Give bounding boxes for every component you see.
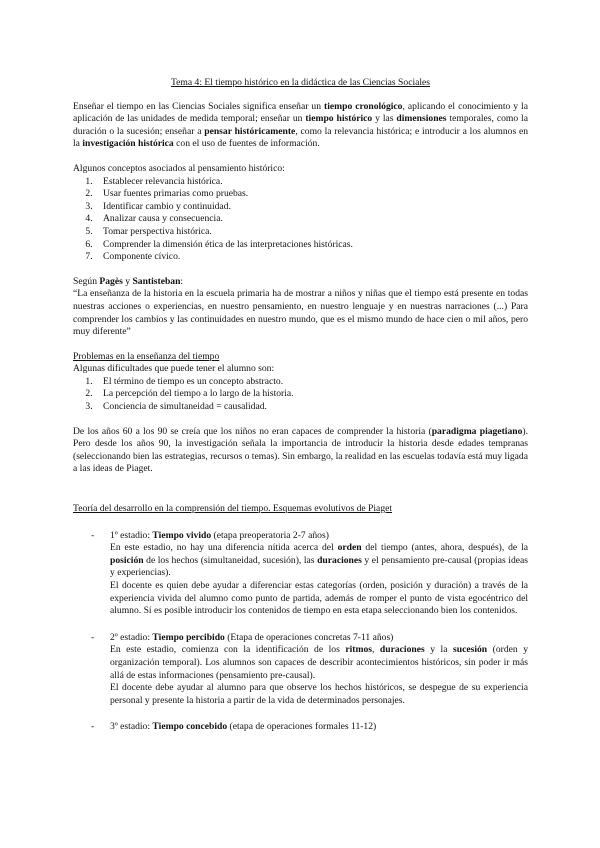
stage-item (73, 530, 528, 618)
stage-text: En este estadio, comienza con la identificación de los (110, 644, 346, 656)
intro-text: con el uso de fuentes de información. (173, 138, 320, 150)
list-item: 2. Usar fuentes primarias como pruebas. (95, 188, 528, 201)
spacer (73, 414, 528, 426)
problems-subheading: Algunas dificultades que puede tener el alumno son: (73, 363, 275, 375)
spacer (73, 707, 528, 721)
stage-text: y la (424, 644, 453, 656)
document-content (73, 77, 528, 734)
list-item: 4. Analizar causa y consecuencia. (95, 213, 528, 226)
dash-bullet: - (91, 529, 95, 541)
stage-text: del tiempo (antes, ahora, después), de la (361, 542, 528, 554)
quote-author: Santisteban (132, 275, 181, 287)
quote-colon: : (180, 275, 184, 287)
intro-bold: tiempo cronológico (324, 100, 403, 112)
intro-text: , aplicando el conocimiento y la aplicación de las unidades de medida temporal; enseñar un (73, 100, 528, 125)
stage-bold: ritmos (345, 644, 372, 656)
concepts-list (73, 176, 528, 264)
stage-paragraph: El docente debe ayudar al alumno para que observe los hechos históricos, se despegue de su experiencia personal y presente la historia a partir de la vida de determinados personajes. (110, 682, 528, 706)
list-item: 1. Establecer relevancia histórica. (95, 176, 528, 189)
intro-text: , como la relevancia histórica; e introducir a los alumnos en la (73, 125, 529, 150)
list-item: 6. Comprender la dimensión ética de las interpretaciones históricas. (95, 239, 528, 252)
stage-label: 1º estadio: (110, 529, 153, 541)
spacer (73, 476, 528, 503)
stage-detail: (etapa preoperatoria 2-7 años) (211, 529, 329, 541)
intro-text: Enseñar el tiempo en las Ciencias Sociales significa enseñar un (73, 100, 324, 112)
stage-name: Tiempo concebido (152, 721, 228, 733)
intro-bold: investigación histórica (82, 138, 174, 150)
stage-name: Tiempo percibido (152, 631, 225, 643)
quote-attribution (73, 276, 528, 289)
concepts-heading: Algunos conceptos asociados al pensamiento histórico: (73, 162, 285, 174)
stage-body (110, 632, 528, 708)
intro-bold: dimensiones (396, 113, 447, 125)
stage-text: y el pensamiento pre-causal (propias ideas y experiencias). (110, 554, 528, 579)
intro-text: temporales, como la duración o la sucesión; enseñar a (73, 113, 528, 137)
list-item: 7. Componente cívico. (95, 251, 528, 264)
stage-label: 2º estadio: (110, 631, 153, 643)
list-item: 1. El término de tiempo es un concepto abstracto. (95, 376, 528, 389)
stage-text: En este estadio, no hay una diferencia nítida acerca del (110, 542, 338, 554)
stage-label: 3º estadio: (110, 721, 153, 733)
theory-heading: Teoría del desarrollo en la comprensión del tiempo. Esquemas evolutivos de Piaget (73, 503, 393, 515)
list-item: 3. Identificar cambio y continuidad. (95, 201, 528, 214)
quote-text: “La enseñanza de la historia en la escuela primaria ha de mostrar a niños y niñas que el tiempo está presente en todas nuestras acciones o experiencias, en nuestro pensamiento, en nuestro lenguaje y en nuestras narraciones (...) Para comprender los cambios y las continuidades en nuestro mundo, que es el mismo mundo de hace cien o mil años, pero muy diferente” (73, 288, 528, 338)
list-item: 5. Tomar perspectiva histórica. (95, 226, 528, 239)
stage-heading (110, 721, 528, 734)
quote-lead: Según (73, 275, 100, 287)
piaget-bold: paradigma piagetiano (431, 425, 523, 437)
problems-list (73, 376, 528, 414)
stage-text: (orden y organización temporal). Los alumnos son capaces de describir acontecimientos históricos, sin poder ir más allá de estas informaciones (pensamiento pre-causal). (110, 644, 529, 681)
stage-detail: (Etapa de operaciones concretas 7-11 años) (224, 631, 394, 643)
list-item: 2. La percepción del tiempo a lo largo de la historia. (95, 388, 528, 401)
stage-bold: duraciones (317, 554, 362, 566)
stage-heading (110, 530, 528, 543)
stage-heading (110, 632, 528, 645)
problems-heading: Problemas en la enseñanza del tiempo (73, 350, 220, 362)
list-item: 3. Conciencia de simultaneidad = causalidad. (95, 401, 528, 414)
stage-bold: sucesión (453, 644, 488, 656)
quote-author: Pagès (99, 275, 123, 287)
page-title: Tema 4: El tiempo histórico en la didáctica de las Ciencias Sociales (170, 77, 431, 88)
intro-paragraph (73, 101, 528, 151)
stage-name: Tiempo vivido (152, 529, 212, 541)
piaget-paragraph (73, 426, 528, 476)
stage-bold: posición (110, 554, 144, 566)
stage-paragraph (110, 644, 528, 682)
stage-item (73, 632, 528, 708)
stage-detail: (etapa de operaciones formales 11-12) (227, 721, 377, 733)
stage-paragraph: El docente es quien debe ayudar a diferenciar estas categorías (orden, posición y duración) a través de la experiencia vivida del alumno como punto de partida, además de romper el punto de vista egocéntrico del alumno. Sí es posible introducir los contenidos de tiempo en esta etapa seleccionando bien los contenidos. (110, 580, 528, 617)
stage-text: , (372, 644, 380, 656)
stage-bold: orden (337, 542, 362, 554)
spacer (73, 264, 528, 276)
spacer (73, 339, 528, 351)
intro-bold: tiempo histórico (305, 113, 373, 125)
intro-bold: pensar históricamente (204, 125, 296, 137)
spacer (73, 516, 528, 530)
piaget-text: ). Pero desde los años 90, la investigación señala la importancia de introducir la historia desde edades tempranas (seleccionando bien las estrategias, recursos o temas). Sin embargo, la realidad en las escuelas todavía está muy ligada a las ideas de Piaget. (73, 425, 528, 475)
stage-text: de los hechos (simultaneidad, sucesión), las (143, 554, 318, 566)
dash-bullet: - (91, 631, 95, 643)
dash-bullet: - (91, 721, 95, 733)
quote-conjunction: y (122, 275, 133, 287)
stage-paragraph (110, 542, 528, 580)
spacer (73, 618, 528, 632)
stage-item (73, 721, 528, 734)
stage-body (110, 530, 528, 618)
piaget-text: De los años 60 a los 90 se creía que los niños no eran capaces de comprender la historia ( (73, 425, 432, 437)
stage-bold: duraciones (379, 644, 425, 656)
spacer (73, 151, 528, 163)
intro-text: y las (372, 113, 397, 125)
stage-body (110, 721, 528, 734)
